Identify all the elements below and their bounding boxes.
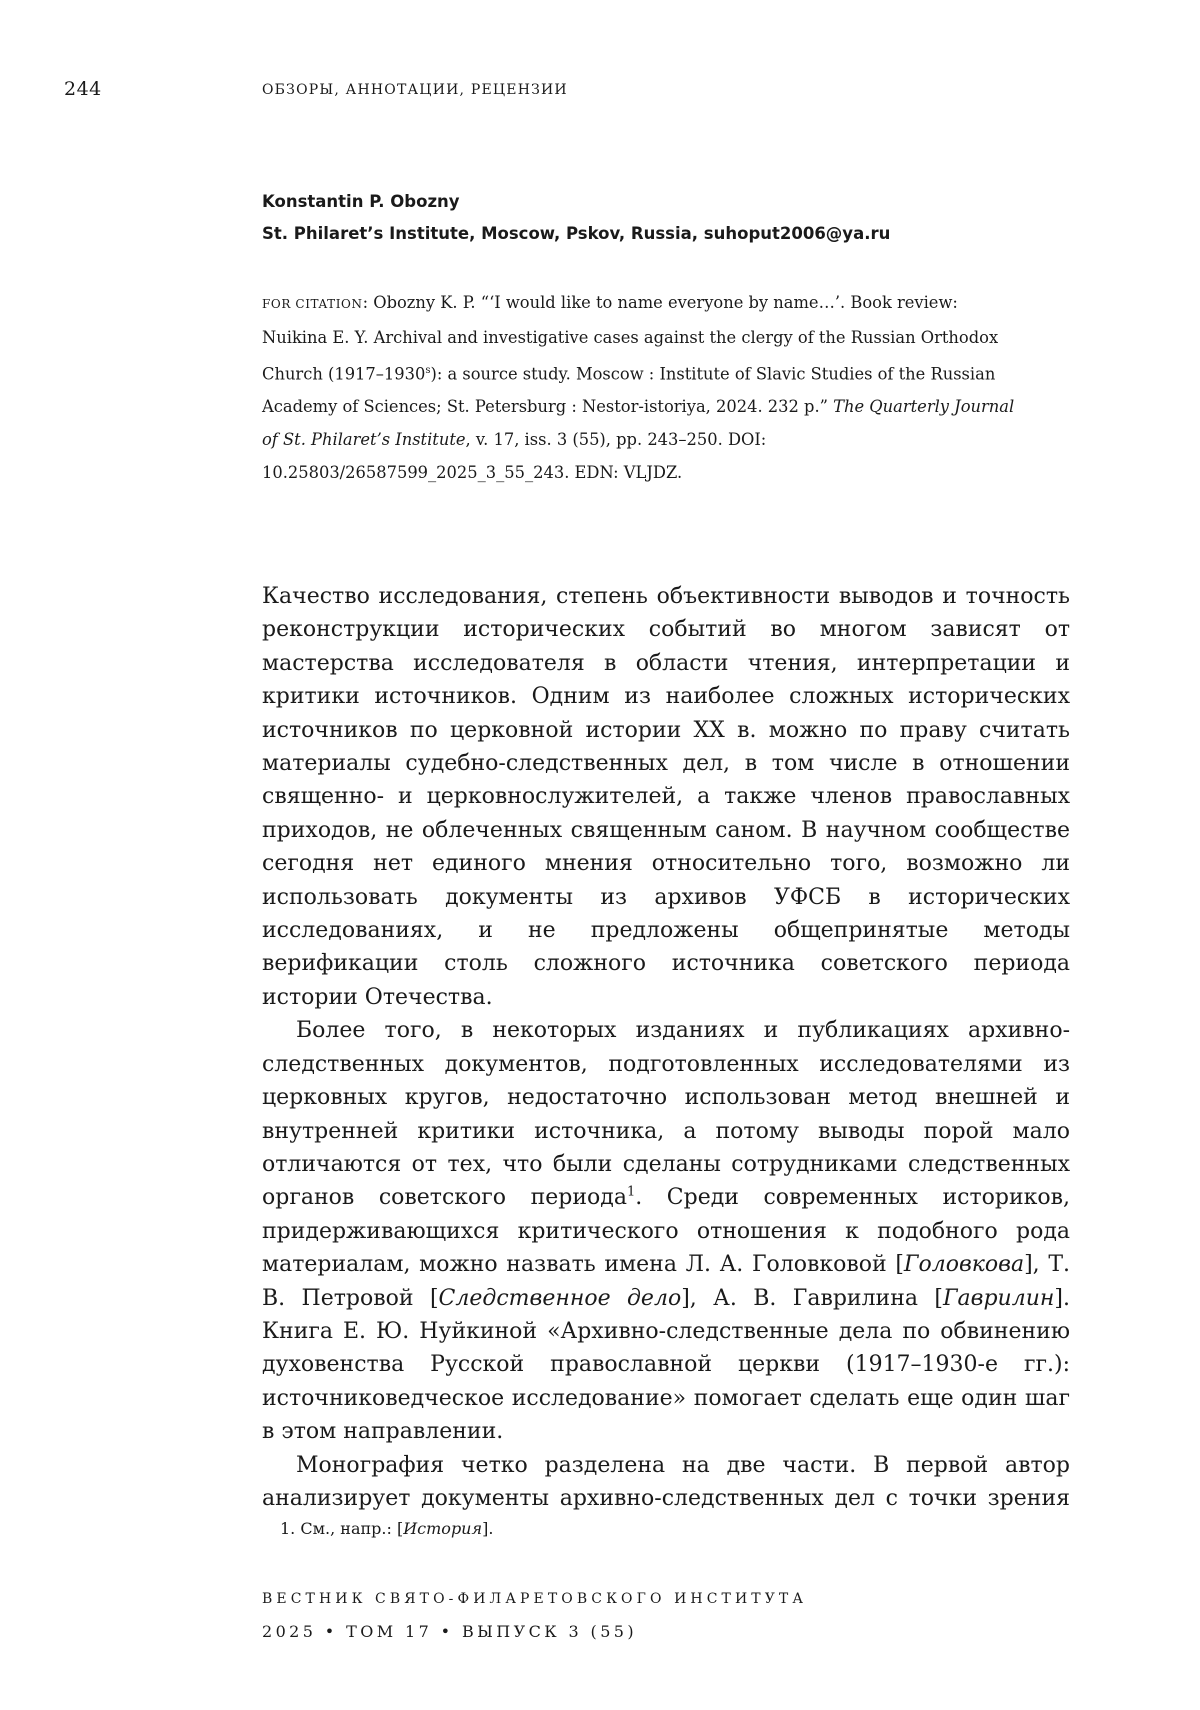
paragraph-2-text-4: ], А. В. Гаврилина [ [681,1285,943,1311]
citation-label: FOR CITATION [262,297,363,311]
footnote-reference[interactable]: 1 [626,1184,636,1200]
citation-text-3: , v. 17, iss. 3 (55), pp. 243–250. DOI: 10.25803/26587599_2025_3_55_243. EDN: VLJDZ. [262,430,767,483]
running-head: ОБЗОРЫ, АННОТАЦИИ, РЕЦЕНЗИИ [262,82,568,98]
footer-issue-line: 2025 • ТОМ 17 • ВЫПУСК 3 (55) [262,1622,637,1641]
reference-sledstvennoe-delo: Следственное дело [438,1285,682,1311]
footer-journal-name: ВЕСТНИК СВЯТО-ФИЛАРЕТОВСКОГО ИНСТИТУТА [262,1591,808,1607]
footnote-reference-istoriya: История [403,1519,483,1538]
paragraph-2-text-1: Более того, в некоторых изданиях и публикациях архивно-следственных документов, подготовленных исследователями из церковных кругов, недостаточно использован метод внешней и внутренней критики источника, а потому выводы порой мало отличаются от тех, что были сделаны сотрудниками следственных органов советского периода [262,1018,1070,1211]
author-affiliation: St. Philaret’s Institute, Moscow, Pskov, Russia, suhoput2006@ya.ru [262,224,891,243]
citation-journal-title: The Quarterly Journal of St. Philaret’s Institute [262,397,1015,450]
author-name: Konstantin P. Obozny [262,192,460,211]
citation-block [262,286,1022,489]
citation-text-1: : Obozny K. P. “‘I would like to name everyone by name…’. Book review: Nuikina E. Y. Archival and investigative cases against the clergy of the Russian Orthodox Church (1917–1930 [262,293,999,384]
footnote-text-prefix: См., напр.: [ [295,1519,404,1538]
footnote-number: 1. [280,1519,296,1538]
paragraph-2-text-2: . Среди современных историков, придерживающихся критического отношения к подобного рода материалам, можно назвать имена Л. А. Головковой [ [262,1185,1070,1278]
paragraph-2 [262,1014,1070,1448]
paragraph-1: Качество исследования, степень объективности выводов и точность реконструкции исторических событий во многом зависят от мастерства исследователя в области чтения, интерпретации и критики источников. Одним из наиболее сложных исторических источников по церковной истории XX в. можно по праву считать материалы судебно-следственных дел, в том числе в отношении священно- и церковнослужителей, а также членов православных приходов, не облеченных священным саном. В научном сообществе сегодня нет единого мнения относительно того, возможно ли использовать документы из архивов УФСБ в исторических исследованиях, и не предложены общепринятые методы верификации столь сложного источника советского периода истории Отечества. [262,584,1070,1010]
citation-text-2: ): a source study. Moscow : Institute of Slavic Studies of the Russian Academy of Sciences; St. Petersburg : Nestor-istoriya, 2024. 232 p.” [262,364,996,417]
footnote [280,1519,493,1538]
article-body [262,580,1070,1515]
paragraph-2-text-5: ]. Книга Е. Ю. Нуйкиной «Архивно-следственные дела по обвинению духовенства Русской православной церкви (1917–1930-е гг.): источниковедческое исследование» помогает сделать еще один шаг в этом направлении. [262,1285,1070,1445]
author-block [262,186,1062,250]
page-number: 244 [64,78,102,100]
citation-superscript: s [425,365,431,376]
reference-gavrilin: Гаврилин [942,1285,1055,1311]
footnote-text-suffix: ]. [482,1519,494,1538]
reference-golovkova: Головкова [903,1252,1025,1278]
paragraph-2-text-3: ], Т. В. Петровой [ [262,1252,1070,1311]
paragraph-3: Монография четко разделена на две части. В первой автор анализирует документы архивно-следственных дел с точки зрения [262,1452,1070,1511]
